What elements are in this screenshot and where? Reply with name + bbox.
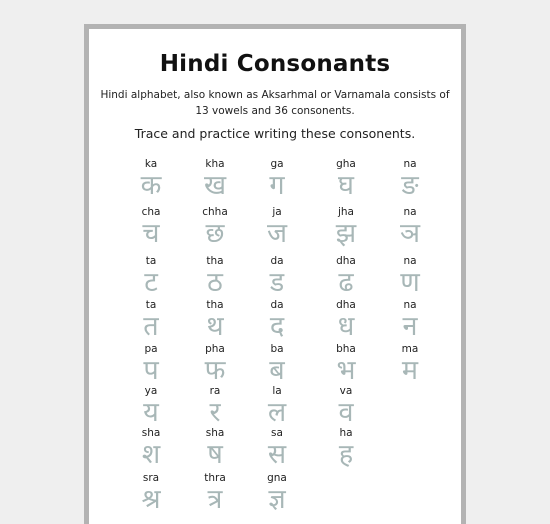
consonant-trace-glyph: ह bbox=[338, 439, 354, 470]
consonant-cell bbox=[316, 205, 376, 249]
consonant-trace-glyph: ब bbox=[269, 355, 285, 386]
consonant-transliteration: tha bbox=[206, 299, 224, 311]
consonant-cell bbox=[247, 384, 307, 428]
consonant-cell bbox=[380, 342, 440, 386]
page-title: Hindi Consonants bbox=[159, 51, 391, 77]
consonant-cell bbox=[121, 298, 181, 342]
consonant-transliteration: da bbox=[270, 255, 284, 267]
consonant-grid bbox=[89, 29, 461, 524]
consonant-transliteration: dha bbox=[336, 255, 356, 267]
consonant-cell bbox=[185, 157, 245, 201]
consonant-cell bbox=[185, 426, 245, 470]
consonant-cell bbox=[316, 342, 376, 386]
consonant-trace-glyph: फ bbox=[204, 355, 226, 386]
consonant-cell bbox=[121, 205, 181, 249]
consonant-transliteration: na bbox=[403, 299, 417, 311]
consonant-transliteration: ja bbox=[272, 206, 282, 218]
consonant-cell bbox=[247, 157, 307, 201]
consonant-cell bbox=[316, 426, 376, 470]
consonant-trace-glyph: ट bbox=[144, 267, 158, 298]
consonant-cell bbox=[185, 384, 245, 428]
consonant-cell bbox=[247, 298, 307, 342]
consonant-trace-glyph: ज bbox=[266, 218, 288, 249]
consonant-cell bbox=[185, 205, 245, 249]
consonant-cell bbox=[380, 157, 440, 201]
consonant-trace-glyph: ञ bbox=[399, 218, 421, 249]
consonant-trace-glyph: थ bbox=[206, 311, 224, 342]
consonant-transliteration: ta bbox=[145, 255, 157, 267]
consonant-transliteration: ra bbox=[209, 385, 221, 397]
consonant-trace-glyph: ल bbox=[267, 397, 287, 428]
consonant-transliteration: ya bbox=[144, 385, 158, 397]
consonant-cell bbox=[316, 157, 376, 201]
consonant-cell bbox=[247, 254, 307, 298]
consonant-transliteration: cha bbox=[141, 206, 161, 218]
consonant-trace-glyph: ग bbox=[269, 170, 285, 201]
consonant-trace-glyph: श्र bbox=[141, 484, 161, 515]
consonant-transliteration: ha bbox=[339, 427, 353, 439]
consonant-transliteration: chha bbox=[202, 206, 228, 218]
consonant-cell bbox=[121, 254, 181, 298]
consonant-trace-glyph: र bbox=[209, 397, 221, 428]
consonant-transliteration: dha bbox=[336, 299, 356, 311]
consonant-cell bbox=[380, 205, 440, 249]
consonant-cell bbox=[121, 471, 181, 515]
consonant-cell bbox=[380, 298, 440, 342]
consonant-cell bbox=[316, 384, 376, 428]
consonant-trace-glyph: क bbox=[140, 170, 162, 201]
consonant-transliteration: gha bbox=[336, 158, 356, 170]
consonant-trace-glyph: ष bbox=[207, 439, 223, 470]
consonant-cell bbox=[380, 254, 440, 298]
consonant-cell bbox=[316, 254, 376, 298]
consonant-trace-glyph: श bbox=[141, 439, 161, 470]
consonant-transliteration: sra bbox=[142, 472, 160, 484]
consonant-transliteration: kha bbox=[205, 158, 225, 170]
consonant-transliteration: ta bbox=[145, 299, 157, 311]
consonant-trace-glyph: म bbox=[401, 355, 419, 386]
consonant-trace-glyph: प bbox=[143, 355, 159, 386]
consonant-cell bbox=[247, 205, 307, 249]
consonant-trace-glyph: ज्ञ bbox=[268, 484, 286, 515]
consonant-cell bbox=[185, 342, 245, 386]
consonant-trace-glyph: ध bbox=[337, 311, 355, 342]
consonant-transliteration: jha bbox=[337, 206, 354, 218]
consonant-cell bbox=[247, 471, 307, 515]
consonant-trace-glyph: य bbox=[143, 397, 159, 428]
consonant-transliteration: na bbox=[403, 158, 417, 170]
consonant-trace-glyph: भ bbox=[336, 355, 356, 386]
consonant-transliteration: thra bbox=[204, 472, 226, 484]
consonant-cell bbox=[316, 298, 376, 342]
consonant-transliteration: tha bbox=[206, 255, 224, 267]
consonant-trace-glyph: छ bbox=[205, 218, 225, 249]
consonant-trace-glyph: ख bbox=[203, 170, 227, 201]
consonant-transliteration: sha bbox=[205, 427, 225, 439]
consonant-trace-glyph: ङ bbox=[401, 170, 419, 201]
consonant-trace-glyph: ड bbox=[269, 267, 285, 298]
consonant-cell bbox=[121, 157, 181, 201]
worksheet-page bbox=[89, 29, 461, 524]
consonant-trace-glyph: द bbox=[269, 311, 285, 342]
consonant-cell bbox=[121, 342, 181, 386]
consonant-transliteration: ka bbox=[144, 158, 158, 170]
consonant-trace-glyph: झ bbox=[335, 218, 357, 249]
intro-text: Hindi alphabet, also known as Aksarhmal or Varnamala consists of 13 vowels and 36 consonents. bbox=[100, 89, 450, 117]
consonant-trace-glyph: न bbox=[402, 311, 418, 342]
consonant-cell bbox=[121, 426, 181, 470]
consonant-trace-glyph: व bbox=[338, 397, 354, 428]
consonant-transliteration: pha bbox=[205, 343, 225, 355]
consonant-transliteration: da bbox=[270, 299, 284, 311]
consonant-trace-glyph: त्र bbox=[207, 484, 223, 515]
instruction-text: Trace and practice writing these consonents. bbox=[134, 126, 416, 141]
consonant-transliteration: na bbox=[403, 206, 417, 218]
consonant-cell bbox=[185, 298, 245, 342]
consonant-transliteration: la bbox=[272, 385, 282, 397]
consonant-cell bbox=[247, 342, 307, 386]
consonant-trace-glyph: ठ bbox=[207, 267, 223, 298]
consonant-transliteration: pa bbox=[144, 343, 158, 355]
consonant-transliteration: sha bbox=[141, 427, 161, 439]
consonant-trace-glyph: घ bbox=[338, 170, 354, 201]
worksheet-frame bbox=[84, 24, 466, 524]
consonant-trace-glyph: ण bbox=[400, 267, 420, 298]
consonant-cell bbox=[247, 426, 307, 470]
consonant-cell bbox=[185, 471, 245, 515]
consonant-transliteration: gna bbox=[267, 472, 287, 484]
consonant-trace-glyph: ढ bbox=[338, 267, 354, 298]
consonant-transliteration: va bbox=[339, 385, 353, 397]
consonant-transliteration: sa bbox=[271, 427, 283, 439]
consonant-transliteration: na bbox=[403, 255, 417, 267]
consonant-trace-glyph: स bbox=[267, 439, 287, 470]
consonant-trace-glyph: त bbox=[143, 311, 159, 342]
consonant-transliteration: ga bbox=[270, 158, 284, 170]
consonant-cell bbox=[185, 254, 245, 298]
consonant-trace-glyph: च bbox=[142, 218, 160, 249]
consonant-cell bbox=[121, 384, 181, 428]
consonant-transliteration: bha bbox=[336, 343, 356, 355]
consonant-transliteration: ma bbox=[401, 343, 419, 355]
consonant-transliteration: ba bbox=[270, 343, 284, 355]
